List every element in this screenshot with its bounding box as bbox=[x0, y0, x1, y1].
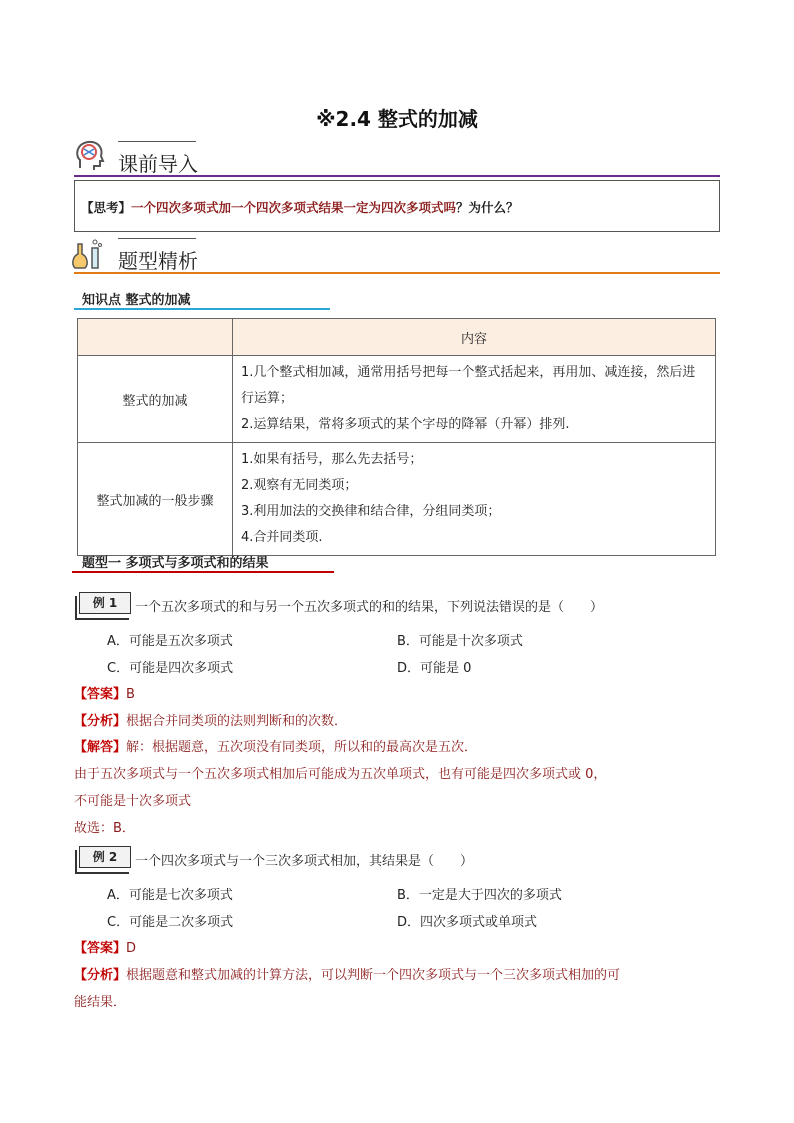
option-a: A．可能是七次多项式 bbox=[107, 888, 233, 903]
lab-flask-icon bbox=[70, 236, 106, 276]
answer-line bbox=[74, 937, 136, 956]
analysis-top-rule bbox=[118, 238, 196, 239]
solution-text: 解：根据题意，五次项没有同类项，所以和的最高次是五次． bbox=[126, 740, 478, 755]
solution-tag: 【解答】 bbox=[74, 740, 127, 755]
analysis-text-2: 能结果． bbox=[74, 995, 127, 1010]
qtype-title: 题型一 多项式与多项式和的结果 bbox=[82, 556, 269, 571]
content-line: 1.几个整式相加减，通常用括号把每一个整式括起来，再用加、减连接，然后进行运算； bbox=[241, 365, 696, 406]
option-c: C．可能是二次多项式 bbox=[107, 915, 234, 930]
table-row bbox=[78, 443, 716, 556]
knowledge-table bbox=[77, 318, 716, 556]
analysis-tag: 【分析】 bbox=[74, 968, 127, 983]
intro-underline bbox=[74, 175, 720, 177]
qtype-underline bbox=[72, 571, 334, 573]
content-line: 2.运算结果，常将多项式的某个字母的降幂（升幂）排列. bbox=[241, 417, 570, 432]
option-a: A．可能是五次多项式 bbox=[107, 634, 233, 649]
knowledge-title: 知识点 整式的加减 bbox=[82, 293, 191, 308]
answer-tag: 【答案】 bbox=[74, 687, 127, 702]
analysis-text: 根据题意和整式加减的计算方法，可以判断一个四次多项式与一个三次多项式相加的可 bbox=[126, 968, 621, 983]
content-line: 4.合并同类项. bbox=[241, 530, 323, 545]
think-box bbox=[74, 180, 720, 232]
table-header-row bbox=[78, 319, 716, 356]
solution-conclusion: 故选：B． bbox=[74, 821, 135, 836]
section-title-analysis: 题型精析 bbox=[118, 249, 198, 273]
content-line: 3.利用加法的交换律和结合律，分组同类项； bbox=[241, 504, 501, 519]
table-header-cell: 内容 bbox=[233, 319, 716, 356]
analysis-text: 根据合并同类项的法则判断和的次数． bbox=[126, 714, 348, 729]
answer-line bbox=[74, 683, 135, 702]
example-badge: 例 2 bbox=[79, 846, 131, 868]
table-row bbox=[78, 356, 716, 443]
think-tag: 【思考】 bbox=[81, 200, 132, 215]
analysis-tag: 【分析】 bbox=[74, 714, 127, 729]
row-content bbox=[233, 443, 716, 556]
answer-tag: 【答案】 bbox=[74, 941, 127, 956]
intro-top-rule bbox=[118, 141, 196, 142]
content-line: 1.如果有括号，那么先去括号； bbox=[241, 452, 423, 467]
think-question: 一个四次多项式加一个四次多项式结果一定为四次多项式吗 bbox=[131, 200, 457, 215]
row-label: 整式加减的一般步骤 bbox=[78, 443, 233, 556]
solution-line bbox=[74, 736, 477, 755]
knowledge-underline bbox=[74, 308, 330, 310]
row-label: 整式的加减 bbox=[78, 356, 233, 443]
table-header-cell bbox=[78, 319, 233, 356]
section-title-intro: 课前导入 bbox=[118, 152, 198, 176]
row-content bbox=[233, 356, 716, 443]
answer-value: B bbox=[126, 687, 135, 702]
think-tail: ？为什么？ bbox=[456, 200, 519, 215]
example-stem: 一个四次多项式与一个三次多项式相加，其结果是（ ） bbox=[135, 854, 474, 869]
example-stem: 一个五次多项式的和与另一个五次多项式的和的结果，下列说法错误的是（ ） bbox=[135, 600, 604, 615]
brain-head-icon bbox=[72, 138, 108, 178]
analysis-line bbox=[74, 710, 347, 729]
content-line: 2.观察有无同类项； bbox=[241, 478, 358, 493]
option-c: C．可能是四次多项式 bbox=[107, 661, 234, 676]
analysis-underline bbox=[74, 272, 720, 274]
analysis-line bbox=[74, 964, 620, 983]
example-badge: 例 1 bbox=[79, 592, 131, 614]
option-b: B．一定是大于四次的多项式 bbox=[397, 888, 562, 903]
option-b: B．可能是十次多项式 bbox=[397, 634, 523, 649]
page-title: ※2.4 整式的加减 bbox=[316, 107, 478, 131]
solution-text-3: 不可能是十次多项式 bbox=[74, 794, 192, 809]
answer-value: D bbox=[126, 941, 137, 956]
option-d: D．可能是 0 bbox=[397, 661, 472, 676]
option-d: D．四次多项式或单项式 bbox=[397, 915, 538, 930]
solution-text-2: 由于五次多项式与一个五次多项式相加后可能成为五次单项式，也有可能是四次多项式或 0， bbox=[74, 767, 607, 782]
